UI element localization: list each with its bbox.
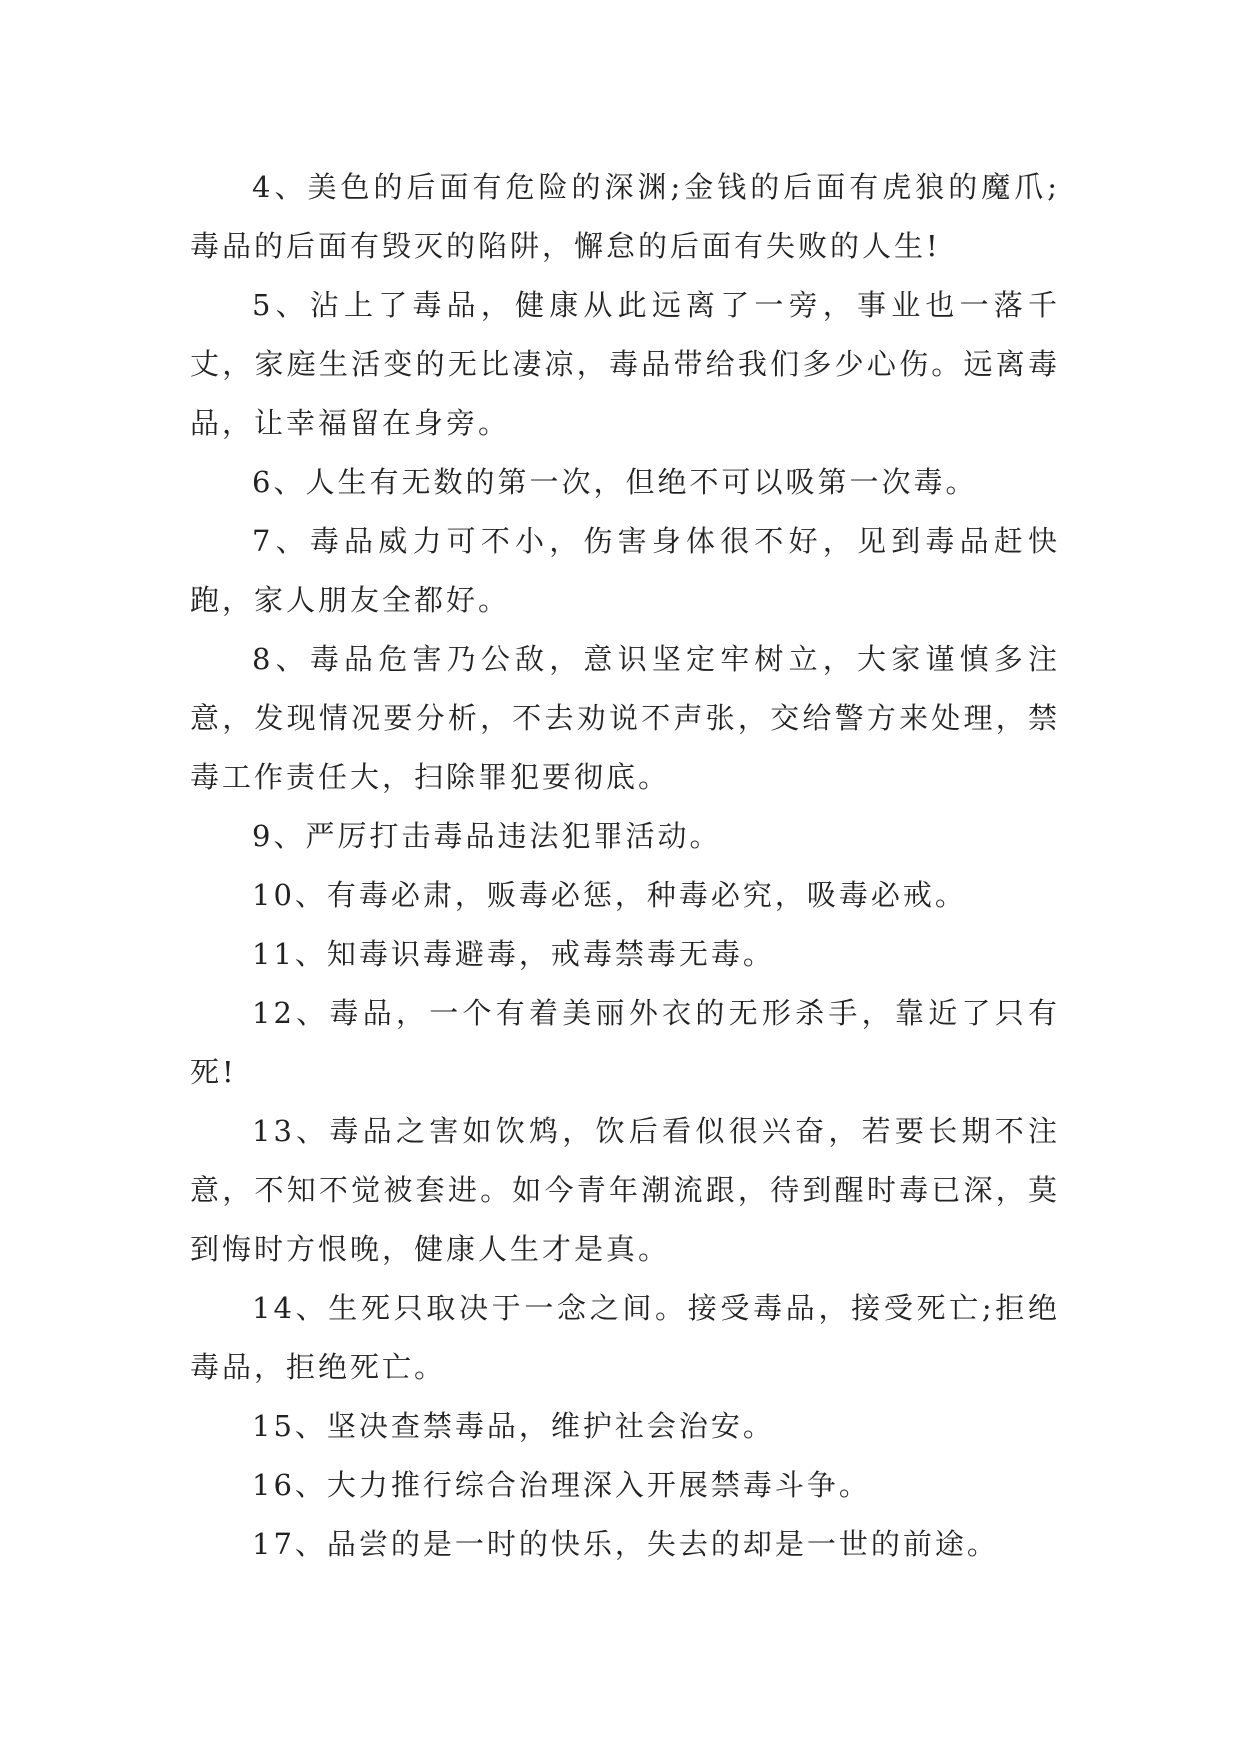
paragraph-9: 9、严厉打击毒品违法犯罪活动。 [252,819,722,853]
paragraph-8: 8、毒品危害乃公敌，意识坚定牢树立，大家谨慎多注意，发现情况要分析，不去劝说不声张，交给警方来处理，禁毒工作责任大，扫除罪犯要彻底。 [190,642,1060,794]
paragraph-15: 15、坚决查禁毒品，维护社会治安。 [252,1409,775,1443]
paragraph-14: 14、生死只取决于一念之间。接受毒品，接受死亡;拒绝毒品，拒绝死亡。 [190,1291,1060,1384]
paragraph-13: 13、毒品之害如饮鸩，饮后看似很兴奋，若要长期不注意，不知不觉被套进。如今青年潮流跟，待到醒时毒已深，莫到悔时方恨晚，健康人生才是真。 [190,1114,1060,1266]
document-body [190,158,1060,1574]
paragraph-5: 5、沾上了毒品，健康从此远离了一旁，事业也一落千丈，家庭生活变的无比凄凉，毒品带给我们多少心伤。远离毒品，让幸福留在身旁。 [190,288,1060,440]
paragraph-4: 4、美色的后面有危险的深渊;金钱的后面有虎狼的魔爪;毒品的后面有毁灭的陷阱，懈怠的后面有失败的人生! [190,170,1060,263]
paragraph-6: 6、人生有无数的第一次，但绝不可以吸第一次毒。 [252,465,978,499]
paragraph-10: 10、有毒必肃，贩毒必惩，种毒必究，吸毒必戒。 [252,878,967,912]
paragraph-7: 7、毒品威力可不小，伤害身体很不好，见到毒品赶快跑，家人朋友全都好。 [190,524,1060,617]
paragraph-16: 16、大力推行综合治理深入开展禁毒斗争。 [252,1468,871,1502]
paragraph-11: 11、知毒识毒避毒，戒毒禁毒无毒。 [252,937,775,971]
paragraph-17: 17、品尝的是一时的快乐，失去的却是一世的前途。 [252,1527,999,1561]
paragraph-12: 12、毒品，一个有着美丽外衣的无形杀手，靠近了只有死! [190,996,1060,1089]
